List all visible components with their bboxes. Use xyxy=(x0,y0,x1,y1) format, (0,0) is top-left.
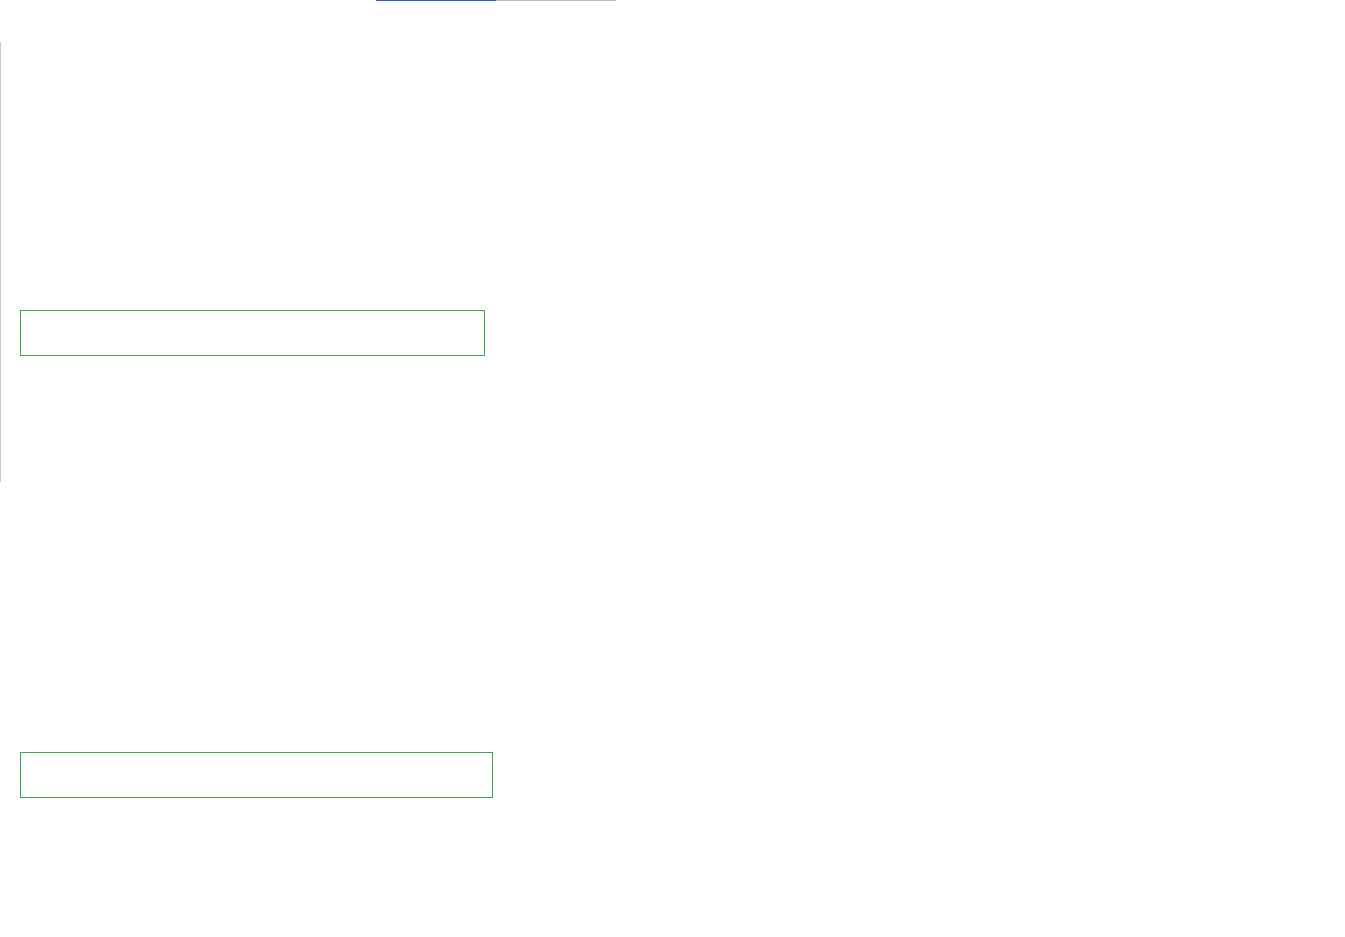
top-edge-line xyxy=(496,0,616,1)
page-edge xyxy=(0,42,1,482)
top-edge-line xyxy=(376,0,496,1)
highlight-box xyxy=(20,752,493,799)
highlight-box xyxy=(20,310,485,357)
